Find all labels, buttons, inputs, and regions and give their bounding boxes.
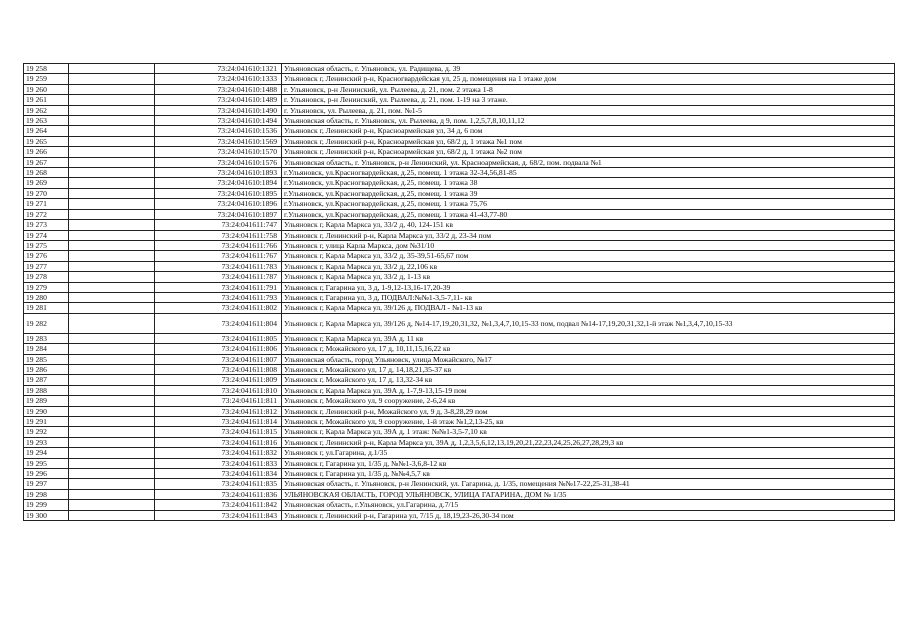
row-number: 19 261: [24, 95, 69, 105]
empty-cell: [69, 136, 155, 146]
table-row: [24, 220, 895, 230]
empty-cell: [69, 437, 155, 447]
cadastral-number: 73:24:041611:804: [155, 313, 282, 333]
address-cell: г.Ульяновск, ул.Красногвардейская, д.25, помещ. 1 этажа 75,76: [282, 199, 895, 209]
table-row: [24, 458, 895, 468]
table-row: [24, 188, 895, 198]
empty-cell: [69, 333, 155, 343]
empty-cell: [69, 479, 155, 489]
address-cell: Ульяновск г, Ленинский р-н, Карла Маркса ул, 33/2 д, 23-34 пом: [282, 230, 895, 240]
empty-cell: [69, 157, 155, 167]
cadastral-number: 73:24:041611:805: [155, 333, 282, 343]
cadastral-number: 73:24:041610:1576: [155, 157, 282, 167]
row-number: 19 270: [24, 188, 69, 198]
cadastral-number: 73:24:041610:1897: [155, 209, 282, 219]
empty-cell: [69, 74, 155, 84]
address-cell: г. Ульяновск, р-н Ленинский, ул. Рылеева, д. 21, пом. 2 этажа 1-8: [282, 84, 895, 94]
address-cell: Ульяновск г, Ленинский р-н, Можайского ул, 9 д, 3-8,28,29 пом: [282, 406, 895, 416]
address-cell: Ульяновск г, Ленинский р-н, Красноармейская ул, 68/2 д, 1 этажа №2 пом: [282, 147, 895, 157]
row-number: 19 264: [24, 126, 69, 136]
cadastral-number: 73:24:041611:835: [155, 479, 282, 489]
row-number: 19 277: [24, 261, 69, 271]
table-row: [24, 396, 895, 406]
table-row: [24, 126, 895, 136]
cadastral-number: 73:24:041611:815: [155, 427, 282, 437]
empty-cell: [69, 168, 155, 178]
empty-cell: [69, 84, 155, 94]
table-row: [24, 230, 895, 240]
cadastral-number: 73:24:041610:1489: [155, 95, 282, 105]
address-cell: Ульяновск г, Можайского ул, 17 д, 10,11,15,16,22 кв: [282, 344, 895, 354]
registry-table: [23, 63, 895, 521]
row-number: 19 275: [24, 240, 69, 250]
table-row: [24, 95, 895, 105]
address-cell: г.Ульяновск, ул.Красногвардейская, д.25, помещ. 1 этажа 38: [282, 178, 895, 188]
row-number: 19 278: [24, 272, 69, 282]
address-cell: Ульяновск г, Гагарина ул, 1/35 д, №№4,5,7 кв: [282, 469, 895, 479]
table-row: [24, 489, 895, 499]
row-number: 19 282: [24, 313, 69, 333]
empty-cell: [69, 375, 155, 385]
row-number: 19 283: [24, 333, 69, 343]
row-number: 19 285: [24, 354, 69, 364]
address-cell: Ульяновск г, Карла Маркса ул, 33/2 д, 1-13 кв: [282, 272, 895, 282]
address-cell: Ульяновск г, Карла Маркса ул, 39/126 д, №14-17,19,20,31,32, №1,3,4,7,10,15-33 пом, подвал №14-17,19,20,31,32,1-й этаж №1,3,4,7,10,15-33: [282, 313, 895, 333]
cadastral-number: 73:24:041611:810: [155, 385, 282, 395]
address-cell: Ульяновск г, Карла Маркса ул, 39А д, 1 этаж: №№1-3,5-7,10 кв: [282, 427, 895, 437]
table-row: [24, 240, 895, 250]
row-number: 19 281: [24, 303, 69, 313]
cadastral-number: 73:24:041611:783: [155, 261, 282, 271]
empty-cell: [69, 469, 155, 479]
row-number: 19 280: [24, 292, 69, 302]
table-row: [24, 105, 895, 115]
row-number: 19 273: [24, 220, 69, 230]
row-number: 19 284: [24, 344, 69, 354]
cadastral-number: 73:24:041611:766: [155, 240, 282, 250]
table-row: [24, 136, 895, 146]
address-cell: Ульяновск г, Ленинский р-н, Красноармейская ул, 34 д, 6 пом: [282, 126, 895, 136]
address-cell: г.Ульяновск, ул.Красногвардейская, д.25, помещ. 1 этажа 32-34,56,81-85: [282, 168, 895, 178]
address-cell: Ульяновск г, Гагарина ул, 3 д, 1-9,12-13,16-17,20-39: [282, 282, 895, 292]
registry-sheet: [23, 63, 895, 521]
row-number: 19 297: [24, 479, 69, 489]
address-cell: Ульяновская область, г. Ульяновск, р-н Ленинский, ул. Гагарина, д. 1/35, помещения №№17-22,25-31,38-41: [282, 479, 895, 489]
empty-cell: [69, 396, 155, 406]
address-cell: Ульяновск г, Карла Маркса ул, 33/2 д, 35-39,51-65,67 пом: [282, 251, 895, 261]
table-row: [24, 469, 895, 479]
cadastral-number: 73:24:041611:812: [155, 406, 282, 416]
empty-cell: [69, 178, 155, 188]
row-number: 19 262: [24, 105, 69, 115]
table-row: [24, 303, 895, 313]
row-number: 19 296: [24, 469, 69, 479]
empty-cell: [69, 272, 155, 282]
row-number: 19 286: [24, 364, 69, 374]
address-cell: Ульяновская область, г. Ульяновск, ул. Радищева, д. 39: [282, 64, 895, 74]
empty-cell: [69, 188, 155, 198]
empty-cell: [69, 126, 155, 136]
table-row: [24, 84, 895, 94]
address-cell: УЛЬЯНОВСКАЯ ОБЛАСТЬ, ГОРОД УЛЬЯНОВСК, УЛИЦА ГАГАРИНА, ДОМ № 1/35: [282, 489, 895, 499]
cadastral-number: 73:24:041610:1494: [155, 116, 282, 126]
cadastral-number: 73:24:041611:787: [155, 272, 282, 282]
cadastral-number: 73:24:041611:843: [155, 510, 282, 520]
cadastral-number: 73:24:041611:802: [155, 303, 282, 313]
address-cell: Ульяновск г, Можайского ул, 17 д, 14,18,21,35-37 кв: [282, 364, 895, 374]
row-number: 19 265: [24, 136, 69, 146]
address-cell: Ульяновская область, г.Ульяновск, ул.Гагарина, д.7/15: [282, 500, 895, 510]
cadastral-number: 73:24:041610:1570: [155, 147, 282, 157]
table-row: [24, 375, 895, 385]
address-cell: Ульяновск г, Ленинский р-н, Красногвардейская ул, 25 д, помещения на 1 этаже дом: [282, 74, 895, 84]
table-row: [24, 168, 895, 178]
row-number: 19 287: [24, 375, 69, 385]
table-row: [24, 344, 895, 354]
cadastral-number: 73:24:041610:1896: [155, 199, 282, 209]
row-number: 19 290: [24, 406, 69, 416]
cadastral-number: 73:24:041611:836: [155, 489, 282, 499]
empty-cell: [69, 458, 155, 468]
cadastral-number: 73:24:041611:816: [155, 437, 282, 447]
row-number: 19 294: [24, 448, 69, 458]
empty-cell: [69, 240, 155, 250]
empty-cell: [69, 105, 155, 115]
row-number: 19 269: [24, 178, 69, 188]
row-number: 19 295: [24, 458, 69, 468]
table-row: [24, 437, 895, 447]
table-row: [24, 282, 895, 292]
empty-cell: [69, 230, 155, 240]
cadastral-number: 73:24:041611:808: [155, 364, 282, 374]
row-number: 19 272: [24, 209, 69, 219]
cadastral-number: 73:24:041611:842: [155, 500, 282, 510]
table-row: [24, 116, 895, 126]
empty-cell: [69, 510, 155, 520]
empty-cell: [69, 427, 155, 437]
table-row: [24, 251, 895, 261]
address-cell: Ульяновск г, Ленинский р-н, Карла Маркса ул, 39А д, 1,2,3,5,6,12,13,19,20,21,22,23,24,25,26,27,28,29,3 кв: [282, 437, 895, 447]
table-row: [24, 64, 895, 74]
margin-stamp: [882, 250, 892, 370]
cadastral-number: 73:24:041611:809: [155, 375, 282, 385]
table-row: [24, 500, 895, 510]
cadastral-number: 73:24:041610:1490: [155, 105, 282, 115]
row-number: 19 292: [24, 427, 69, 437]
table-row: [24, 261, 895, 271]
address-cell: Ульяновск г, Карла Маркса ул, 39А д, 11 кв: [282, 333, 895, 343]
table-row: [24, 510, 895, 520]
row-number: 19 298: [24, 489, 69, 499]
empty-cell: [69, 364, 155, 374]
registry-rows: [24, 64, 895, 521]
empty-cell: [69, 417, 155, 427]
cadastral-number: 73:24:041610:1894: [155, 178, 282, 188]
cadastral-number: 73:24:041611:793: [155, 292, 282, 302]
table-row: [24, 333, 895, 343]
cadastral-number: 73:24:041610:1569: [155, 136, 282, 146]
table-row: [24, 406, 895, 416]
cadastral-number: 73:24:041610:1893: [155, 168, 282, 178]
table-row: [24, 199, 895, 209]
empty-cell: [69, 199, 155, 209]
table-row: [24, 272, 895, 282]
empty-cell: [69, 64, 155, 74]
empty-cell: [69, 354, 155, 364]
address-cell: Ульяновск г, улица Карла Маркса, дом №31/10: [282, 240, 895, 250]
cadastral-number: 73:24:041611:811: [155, 396, 282, 406]
cadastral-number: 73:24:041611:807: [155, 354, 282, 364]
cadastral-number: 73:24:041610:1536: [155, 126, 282, 136]
address-cell: г.Ульяновск, ул.Красногвардейская, д.25, помещ. 1 этажа 39: [282, 188, 895, 198]
address-cell: г.Ульяновск, ул.Красногвардейская, д.25, помещ. 1 этажа 41-43,77-80: [282, 209, 895, 219]
table-row: [24, 479, 895, 489]
address-cell: г. Ульяновск, ул. Рылеева, д. 21, пом. №1-5: [282, 105, 895, 115]
row-number: 19 291: [24, 417, 69, 427]
cadastral-number: 73:24:041610:1321: [155, 64, 282, 74]
row-number: 19 279: [24, 282, 69, 292]
cadastral-number: 73:24:041611:767: [155, 251, 282, 261]
row-number: 19 293: [24, 437, 69, 447]
cadastral-number: 73:24:041611:833: [155, 458, 282, 468]
row-number: 19 289: [24, 396, 69, 406]
table-row: [24, 417, 895, 427]
row-number: 19 259: [24, 74, 69, 84]
cadastral-number: 73:24:041611:832: [155, 448, 282, 458]
address-cell: Ульяновск г, Гагарина ул, 3 д, ПОДВАЛ:№№1-3,5-7,11- кв: [282, 292, 895, 302]
empty-cell: [69, 313, 155, 333]
address-cell: Ульяновск г, Карла Маркса ул, 39/126 д, ПОДВАЛ - №1-13 кв: [282, 303, 895, 313]
address-cell: Ульяновск г, Карла Маркса ул, 33/2 д, 22,106 кв: [282, 261, 895, 271]
table-row: [24, 74, 895, 84]
row-number: 19 263: [24, 116, 69, 126]
address-cell: Ульяновск г, Можайского ул, 17 д, 13,32-34 кв: [282, 375, 895, 385]
address-cell: Ульяновск г, Карла Маркса ул, 33/2 д, 40, 124-151 кв: [282, 220, 895, 230]
address-cell: Ульяновск г, Ленинский р-н, Красноармейская ул, 68/2 д, 1 этажа №1 пом: [282, 136, 895, 146]
empty-cell: [69, 500, 155, 510]
empty-cell: [69, 406, 155, 416]
address-cell: Ульяновск г, Гагарина ул, 1/35 д, №№1-3,6,8-12 кв: [282, 458, 895, 468]
address-cell: г. Ульяновск, р-н Ленинский, ул. Рылеева, д. 21, пом. 1-19 на 3 этаже.: [282, 95, 895, 105]
row-number: 19 271: [24, 199, 69, 209]
empty-cell: [69, 220, 155, 230]
address-cell: Ульяновск г, ул.Гагарина, д.1/35: [282, 448, 895, 458]
empty-cell: [69, 448, 155, 458]
empty-cell: [69, 95, 155, 105]
cadastral-number: 73:24:041611:814: [155, 417, 282, 427]
empty-cell: [69, 209, 155, 219]
row-number: 19 274: [24, 230, 69, 240]
cadastral-number: 73:24:041611:806: [155, 344, 282, 354]
table-row: [24, 209, 895, 219]
address-cell: Ульяновск г, Можайского ул, 9 сооружение, 2-6,24 кв: [282, 396, 895, 406]
row-number: 19 266: [24, 147, 69, 157]
empty-cell: [69, 116, 155, 126]
address-cell: Ульяновская область, город Ульяновск, улица Можайского, №17: [282, 354, 895, 364]
table-row: [24, 354, 895, 364]
cadastral-number: 73:24:041611:758: [155, 230, 282, 240]
cadastral-number: 73:24:041610:1488: [155, 84, 282, 94]
address-cell: Ульяновск г, Можайского ул, 9 сооружение, 1-й этаж №1,2,13-25, кв: [282, 417, 895, 427]
empty-cell: [69, 385, 155, 395]
table-row: [24, 364, 895, 374]
empty-cell: [69, 303, 155, 313]
table-row: [24, 313, 895, 333]
cadastral-number: 73:24:041610:1895: [155, 188, 282, 198]
table-row: [24, 147, 895, 157]
cadastral-number: 73:24:041611:834: [155, 469, 282, 479]
table-row: [24, 292, 895, 302]
cadastral-number: 73:24:041611:791: [155, 282, 282, 292]
empty-cell: [69, 282, 155, 292]
row-number: 19 276: [24, 251, 69, 261]
empty-cell: [69, 251, 155, 261]
table-row: [24, 157, 895, 167]
empty-cell: [69, 261, 155, 271]
cadastral-number: 73:24:041610:1333: [155, 74, 282, 84]
row-number: 19 299: [24, 500, 69, 510]
row-number: 19 260: [24, 84, 69, 94]
row-number: 19 288: [24, 385, 69, 395]
table-row: [24, 385, 895, 395]
address-cell: Ульяновская область, г. Ульяновск, р-н Ленинский, ул. Красноармейская, д. 68/2, пом. подвала №1: [282, 157, 895, 167]
row-number: 19 258: [24, 64, 69, 74]
empty-cell: [69, 344, 155, 354]
address-cell: Ульяновск г, Ленинский р-н, Гагарина ул, 7/15 д, 18,19,23-26,30-34 пом: [282, 510, 895, 520]
row-number: 19 300: [24, 510, 69, 520]
empty-cell: [69, 147, 155, 157]
empty-cell: [69, 489, 155, 499]
address-cell: Ульяновск г, Карла Маркса ул, 39А д, 1-7,9-13,15-19 пом: [282, 385, 895, 395]
empty-cell: [69, 292, 155, 302]
table-row: [24, 427, 895, 437]
row-number: 19 267: [24, 157, 69, 167]
address-cell: Ульяновская область, г. Ульяновск, ул. Рылеева, д 9, пом. 1,2,5,7,8,10,11,12: [282, 116, 895, 126]
table-row: [24, 178, 895, 188]
cadastral-number: 73:24:041611:747: [155, 220, 282, 230]
row-number: 19 268: [24, 168, 69, 178]
table-row: [24, 448, 895, 458]
